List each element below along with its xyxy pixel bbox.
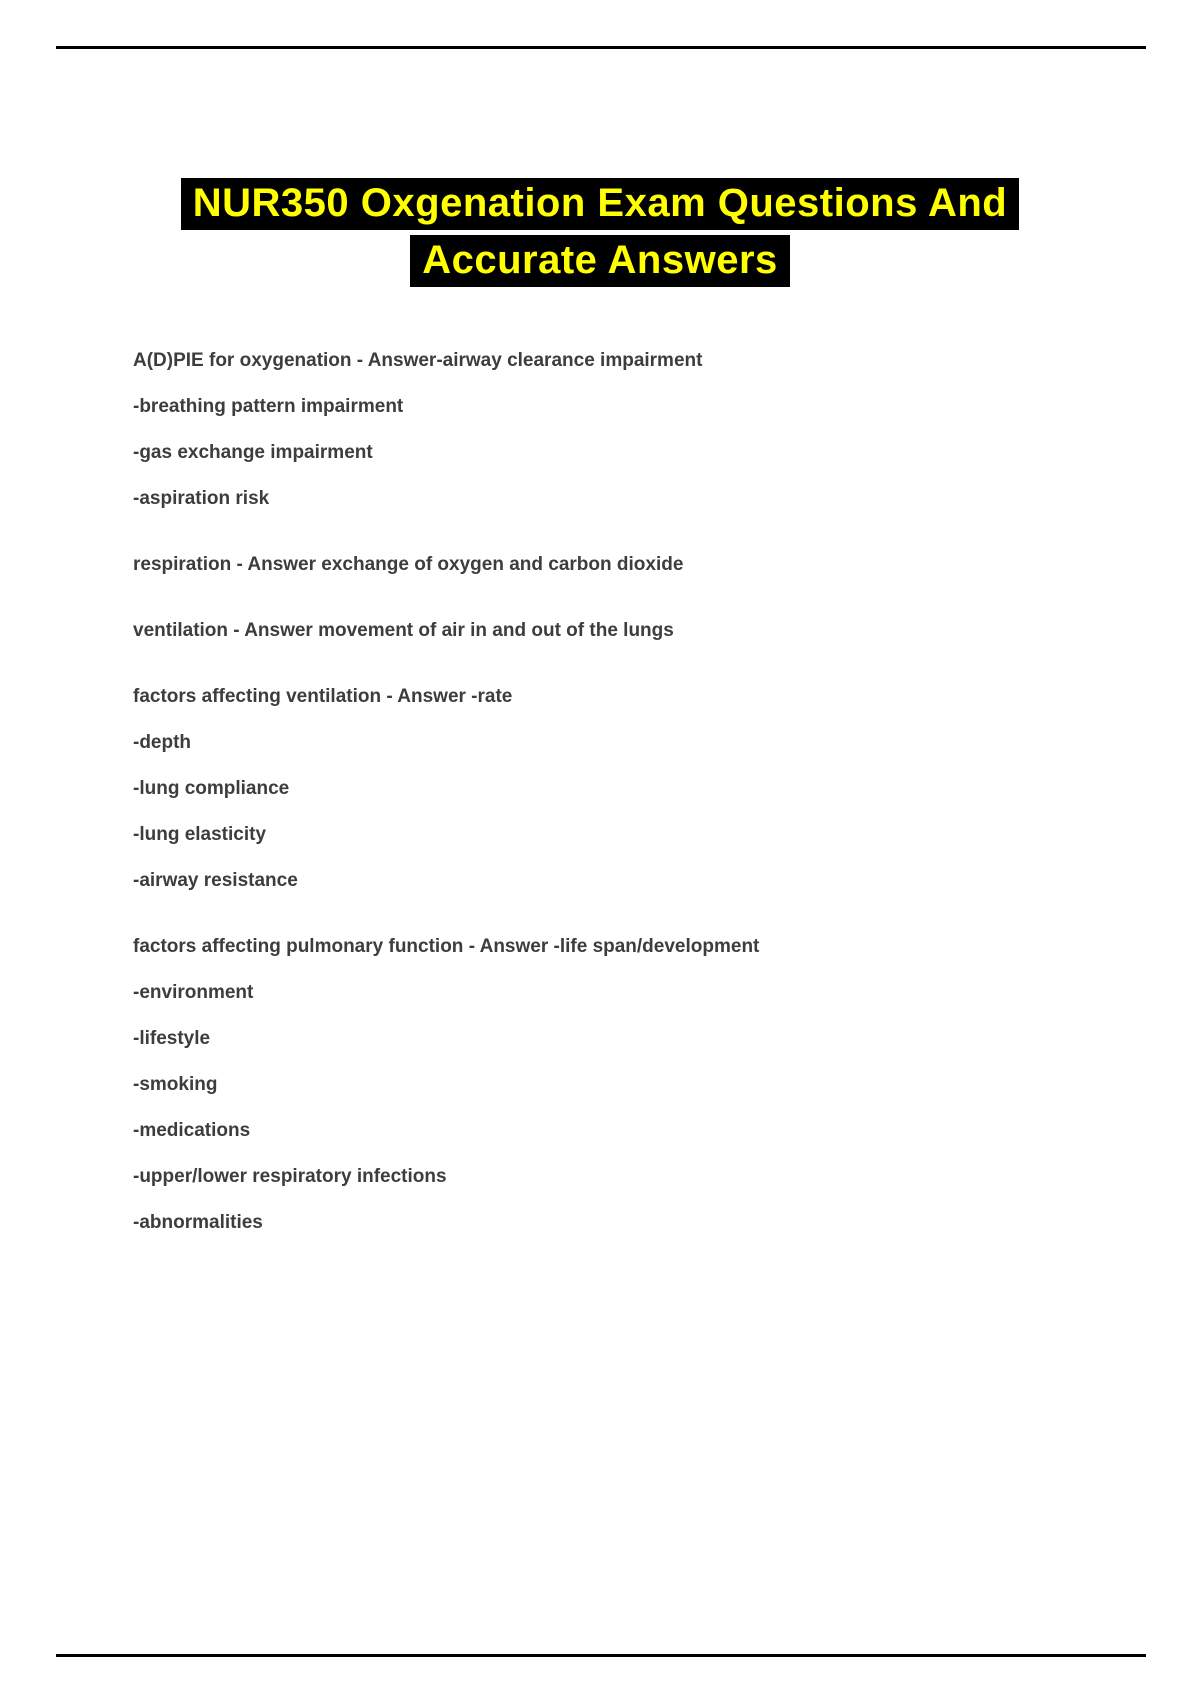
text-line: ventilation - Answer movement of air in and out of the lungs	[133, 620, 674, 641]
title-line-2: Accurate Answers	[410, 235, 790, 287]
text-line: respiration - Answer exchange of oxygen and carbon dioxide	[133, 554, 684, 575]
text-line: -aspiration risk	[133, 488, 270, 509]
text-line: -breathing pattern impairment	[133, 396, 404, 417]
paragraph-block	[133, 621, 1110, 641]
text-line: -lung compliance	[133, 778, 290, 799]
text-line: -lung elasticity	[133, 824, 267, 845]
paragraph-block	[133, 351, 1110, 509]
text-line: -gas exchange impairment	[133, 442, 373, 463]
paragraph-block	[133, 687, 1110, 891]
bottom-horizontal-rule	[56, 1654, 1146, 1657]
text-line: -abnormalities	[133, 1212, 263, 1233]
paragraph-block	[133, 555, 1110, 575]
text-line: factors affecting pulmonary function - Answer -life span/development	[133, 936, 760, 957]
top-horizontal-rule	[56, 46, 1146, 49]
text-line: -smoking	[133, 1074, 218, 1095]
text-line: -depth	[133, 732, 192, 753]
document-body	[133, 351, 1110, 1259]
text-line: -lifestyle	[133, 1028, 211, 1049]
paragraph-block	[133, 937, 1110, 1233]
text-line: -airway resistance	[133, 870, 298, 891]
text-line: factors affecting ventilation - Answer -rate	[133, 686, 513, 707]
text-line: -environment	[133, 982, 254, 1003]
text-line: -upper/lower respiratory infections	[133, 1166, 447, 1187]
text-line: A(D)PIE for oxygenation - Answer-airway clearance impairment	[133, 350, 703, 371]
text-line: -medications	[133, 1120, 251, 1141]
title-line-1: NUR350 Oxgenation Exam Questions And	[181, 178, 1019, 230]
document-title	[0, 178, 1200, 292]
